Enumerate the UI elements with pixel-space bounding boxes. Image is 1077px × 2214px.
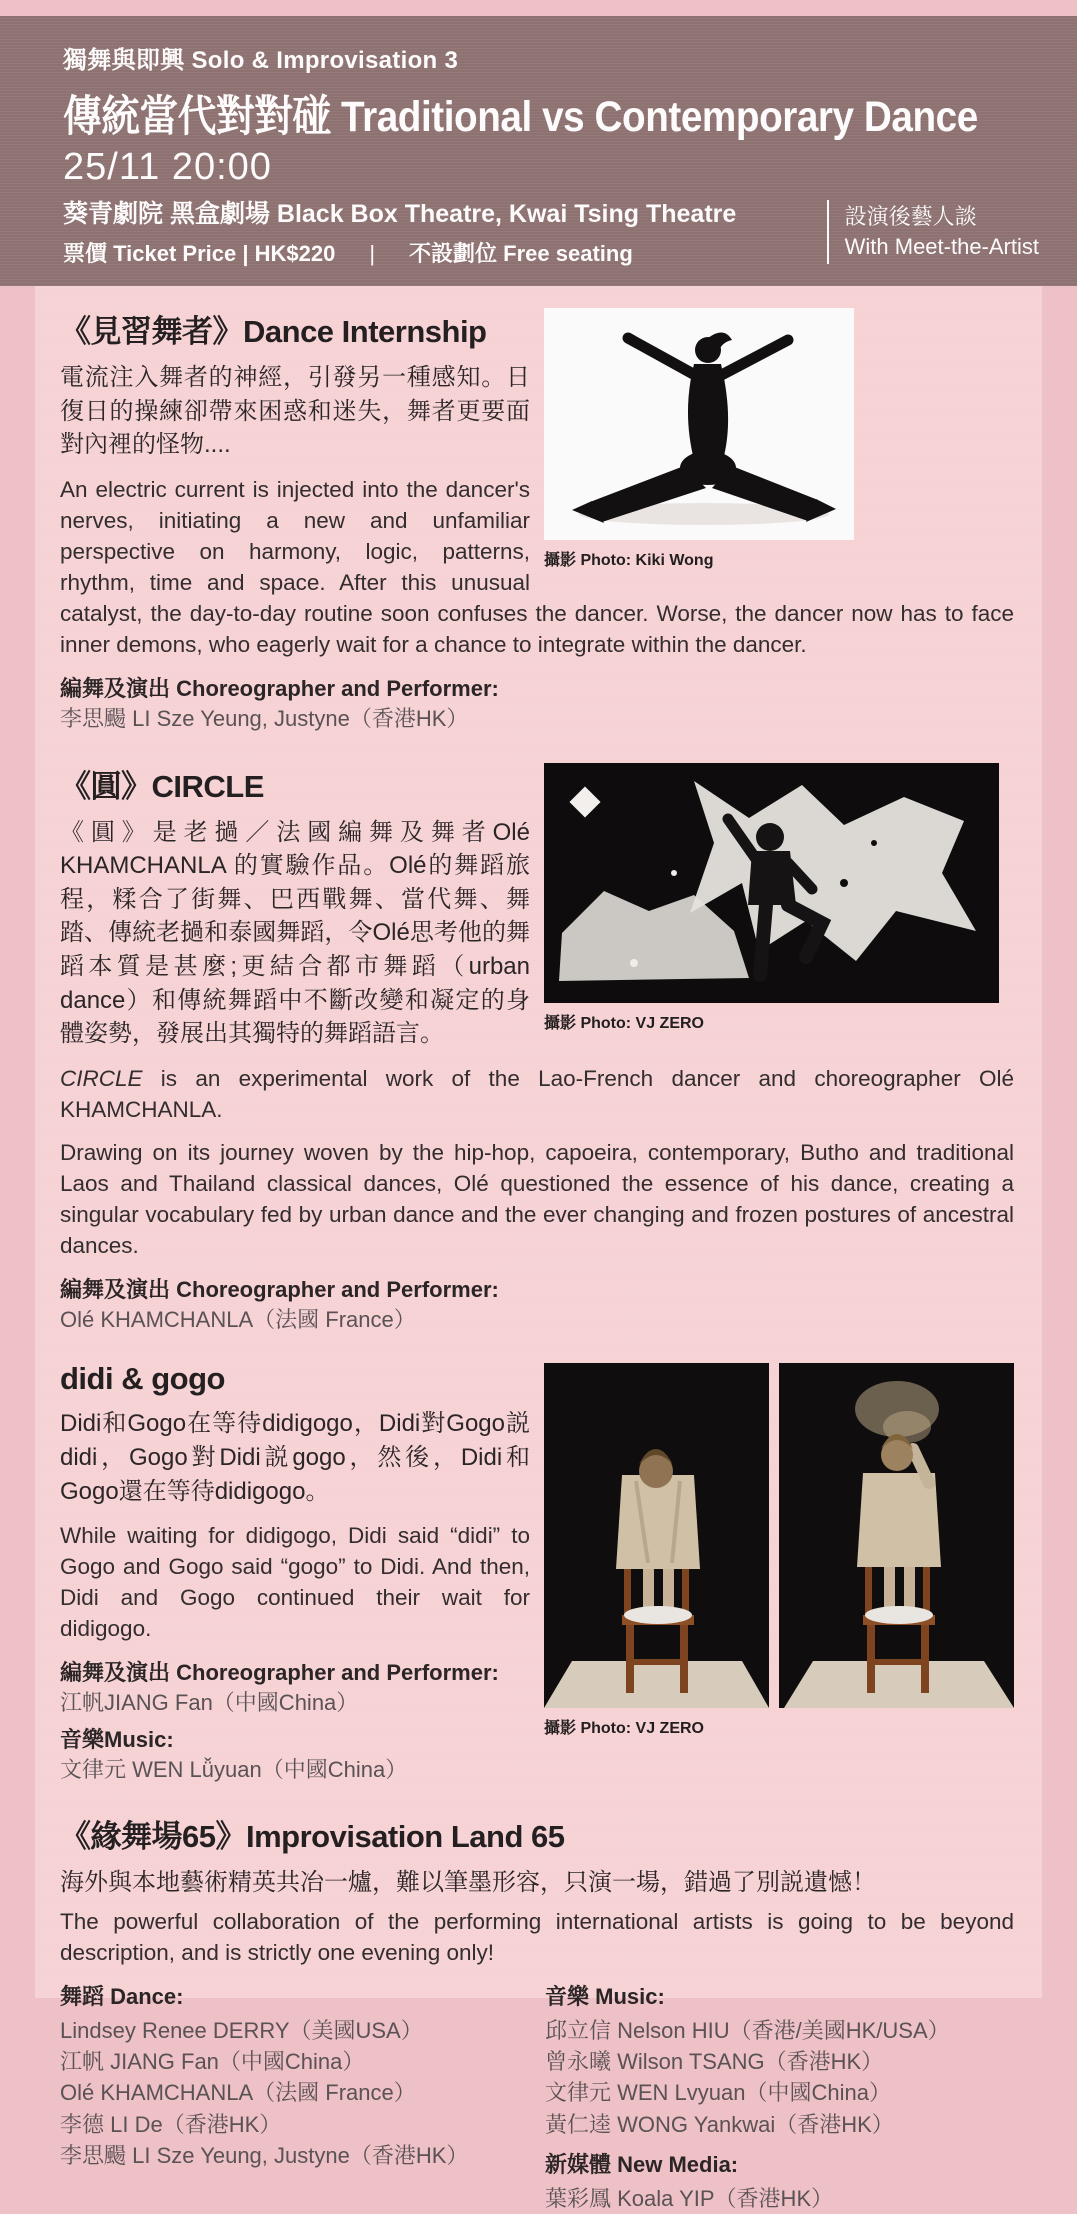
- page-title: 傳統當代對對碰 Traditional vs Contemporary Dance: [63, 93, 978, 141]
- intro-rest: is an experimental work of the Lao-French dancer and choreographer Olé KHAMCHANLA.: [60, 1065, 1014, 1122]
- description-en: An electric current is injected into the dancer's nerves, initiating a new and unfamiliar perspective on harmony, logic, patterns, rhythm, time and space. After this unusual catalyst, the day-to-day routine soon confuses the dancer. Worse, the dancer now has to face inner demons, who eagerly wait for a chance to integrate within the dancer.: [60, 476, 1014, 658]
- seating-info: 不設劃位 Free seating: [409, 240, 633, 266]
- section-improvisation-land: [60, 1811, 1014, 2213]
- didi-gogo-photo-left: [544, 1363, 769, 1708]
- venue-line: 葵青劇院 黑盒劇場 Black Box Theatre, Kwai Tsing Theatre: [63, 199, 737, 228]
- credit-role: 音樂Music:: [60, 1726, 174, 1752]
- credit-name: Olé KHAMCHANLA（法國 France）: [60, 1306, 416, 1332]
- dance-internship-figure: [544, 308, 1014, 570]
- credit-name: 李思颺 LI Sze Yeung, Justyne（香港HK）: [60, 705, 469, 731]
- credit-name: 邱立信 Nelson HIU（香港/美國HK/USA）: [545, 2017, 950, 2043]
- credit-name: 江帆 JIANG Fan（中國China）: [60, 2049, 365, 2075]
- work-title-italic: CIRCLE: [60, 1065, 143, 1091]
- circle-figure: [544, 763, 1014, 1033]
- credit-role: 編舞及演出 Choreographer and Performer:: [60, 676, 499, 702]
- dance-internship-photo: [544, 308, 854, 540]
- credit-name: 黃仁逵 WONG Yankwai（香港HK）: [545, 2111, 894, 2137]
- credits-columns: [60, 1982, 1014, 2214]
- dance-credits-column: [60, 1982, 545, 2214]
- credit-name: Lindsey Renee DERRY（美國USA）: [60, 2017, 423, 2043]
- credit-role: 音樂 Music:: [545, 1984, 665, 2010]
- credit-name: 文律元 WEN Lǚyuan（中國China）: [60, 1756, 408, 1782]
- section-circle: [60, 761, 1014, 1336]
- credit-role: 舞蹈 Dance:: [60, 1984, 184, 2010]
- photo-caption: 攝影 Photo: VJ ZERO: [544, 1014, 705, 1032]
- credit-name: 曾永曦 Wilson TSANG（香港HK）: [545, 2049, 884, 2075]
- section-title: 《圓》CIRCLE: [60, 768, 264, 804]
- circle-photo: [544, 763, 999, 1003]
- description-en: Drawing on its journey woven by the hip-hop, capoeira, contemporary, Butho and traditional Laos and Thailand classical dances, Olé questioned the essence of his dance, creating a singular vocabulary fed by urban dance and the ever changing and frozen postures of ancestral dances.: [60, 1139, 1014, 1258]
- series-title: 獨舞與即興 Solo & Improvisation 3: [63, 47, 459, 74]
- credit-name: 葉彩鳳 Koala YIP（香港HK）: [545, 2185, 834, 2211]
- credit-role: 編舞及演出 Choreographer and Performer:: [60, 1276, 499, 1302]
- photo-caption: 攝影 Photo: Kiki Wong: [544, 552, 714, 569]
- meet-the-artist-note: [827, 200, 1039, 264]
- meet-artist-en: With Meet-the-Artist: [844, 234, 1039, 259]
- section-title: 《見習舞者》Dance Internship: [60, 314, 487, 349]
- didi-gogo-photo-right: [779, 1363, 1014, 1708]
- didi-gogo-photos: [544, 1363, 1014, 1708]
- credit-name: 文律元 WEN Lvyuan（中國China）: [545, 2080, 891, 2106]
- credits-block: [60, 674, 1014, 734]
- credit-name: 李德 LI De（香港HK）: [60, 2111, 282, 2137]
- meet-artist-text: [845, 202, 1039, 261]
- section-title: didi & gogo: [60, 1361, 225, 1397]
- music-credits-column: [545, 1982, 1014, 2214]
- meet-artist-zh: 設演後藝人談: [844, 204, 977, 230]
- content-panel: [35, 286, 1042, 2211]
- description-zh: Didi和Gogo在等待didigogo，Didi對Gogo説didi，Gogo對Didi説gogo，然後，Didi和Gogo還在等待didigogo。: [60, 1410, 530, 1505]
- credit-name: 江帆JIANG Fan（中國China）: [60, 1690, 359, 1716]
- credits-block: [60, 1275, 1014, 1335]
- section-title: 《緣舞場65》Improvisation Land 65: [60, 1819, 565, 1855]
- credit-name: Olé KHAMCHANLA（法國 France）: [60, 2080, 416, 2106]
- vertical-divider: [827, 200, 829, 264]
- section-didi-gogo: [60, 1361, 1014, 1785]
- description-en-intro: [60, 1063, 1014, 1125]
- credit-role: 編舞及演出 Choreographer and Performer:: [60, 1660, 499, 1686]
- didi-gogo-figure: [544, 1363, 1014, 1738]
- credit-role: 新媒體 New Media:: [545, 2151, 739, 2177]
- show-datetime: 25/11 20:00: [63, 146, 272, 188]
- description-zh: 海外與本地藝術精英共冶一爐，難以筆墨形容，只演一場，錯過了別説遺憾！: [60, 1869, 876, 1897]
- section-dance-internship: [60, 306, 1014, 735]
- credit-name: 李思颺 LI Sze Yeung, Justyne（香港HK）: [60, 2142, 469, 2168]
- description-en: The powerful collaboration of the performing international artists is going to be beyond description, and is strictly one evening only!: [60, 1909, 1014, 1966]
- ticket-price: 票價 Ticket Price | HK$220: [63, 240, 336, 266]
- description-en: While waiting for didigogo, Didi said “didi” to Gogo and Gogo said “gogo” to Didi. And then, Didi and Gogo continued their wait for didigogo.: [60, 1523, 530, 1642]
- header-band: [0, 16, 1077, 286]
- separator: |: [369, 240, 376, 266]
- photo-caption: 攝影 Photo: VJ ZERO: [544, 1720, 705, 1738]
- description-zh: 《圓》是老撾／法國編舞及舞者Olé KHAMCHANLA 的實驗作品。Olé的舞蹈旅程，糅合了街舞、巴西戰舞、當代舞、舞踏、傳統老撾和泰國舞蹈，令Olé思考他的舞蹈本質是甚麼;更結合都市舞蹈（urban dance）和傳統舞蹈中不斷改變和凝定的身體姿勢，發展出其獨特的舞蹈語言。: [60, 818, 530, 1048]
- description-zh: 電流注入舞者的神經，引發另一種感知。日復日的操練卻帶來困惑和迷失，舞者更要面對內裡的怪物....: [60, 364, 530, 459]
